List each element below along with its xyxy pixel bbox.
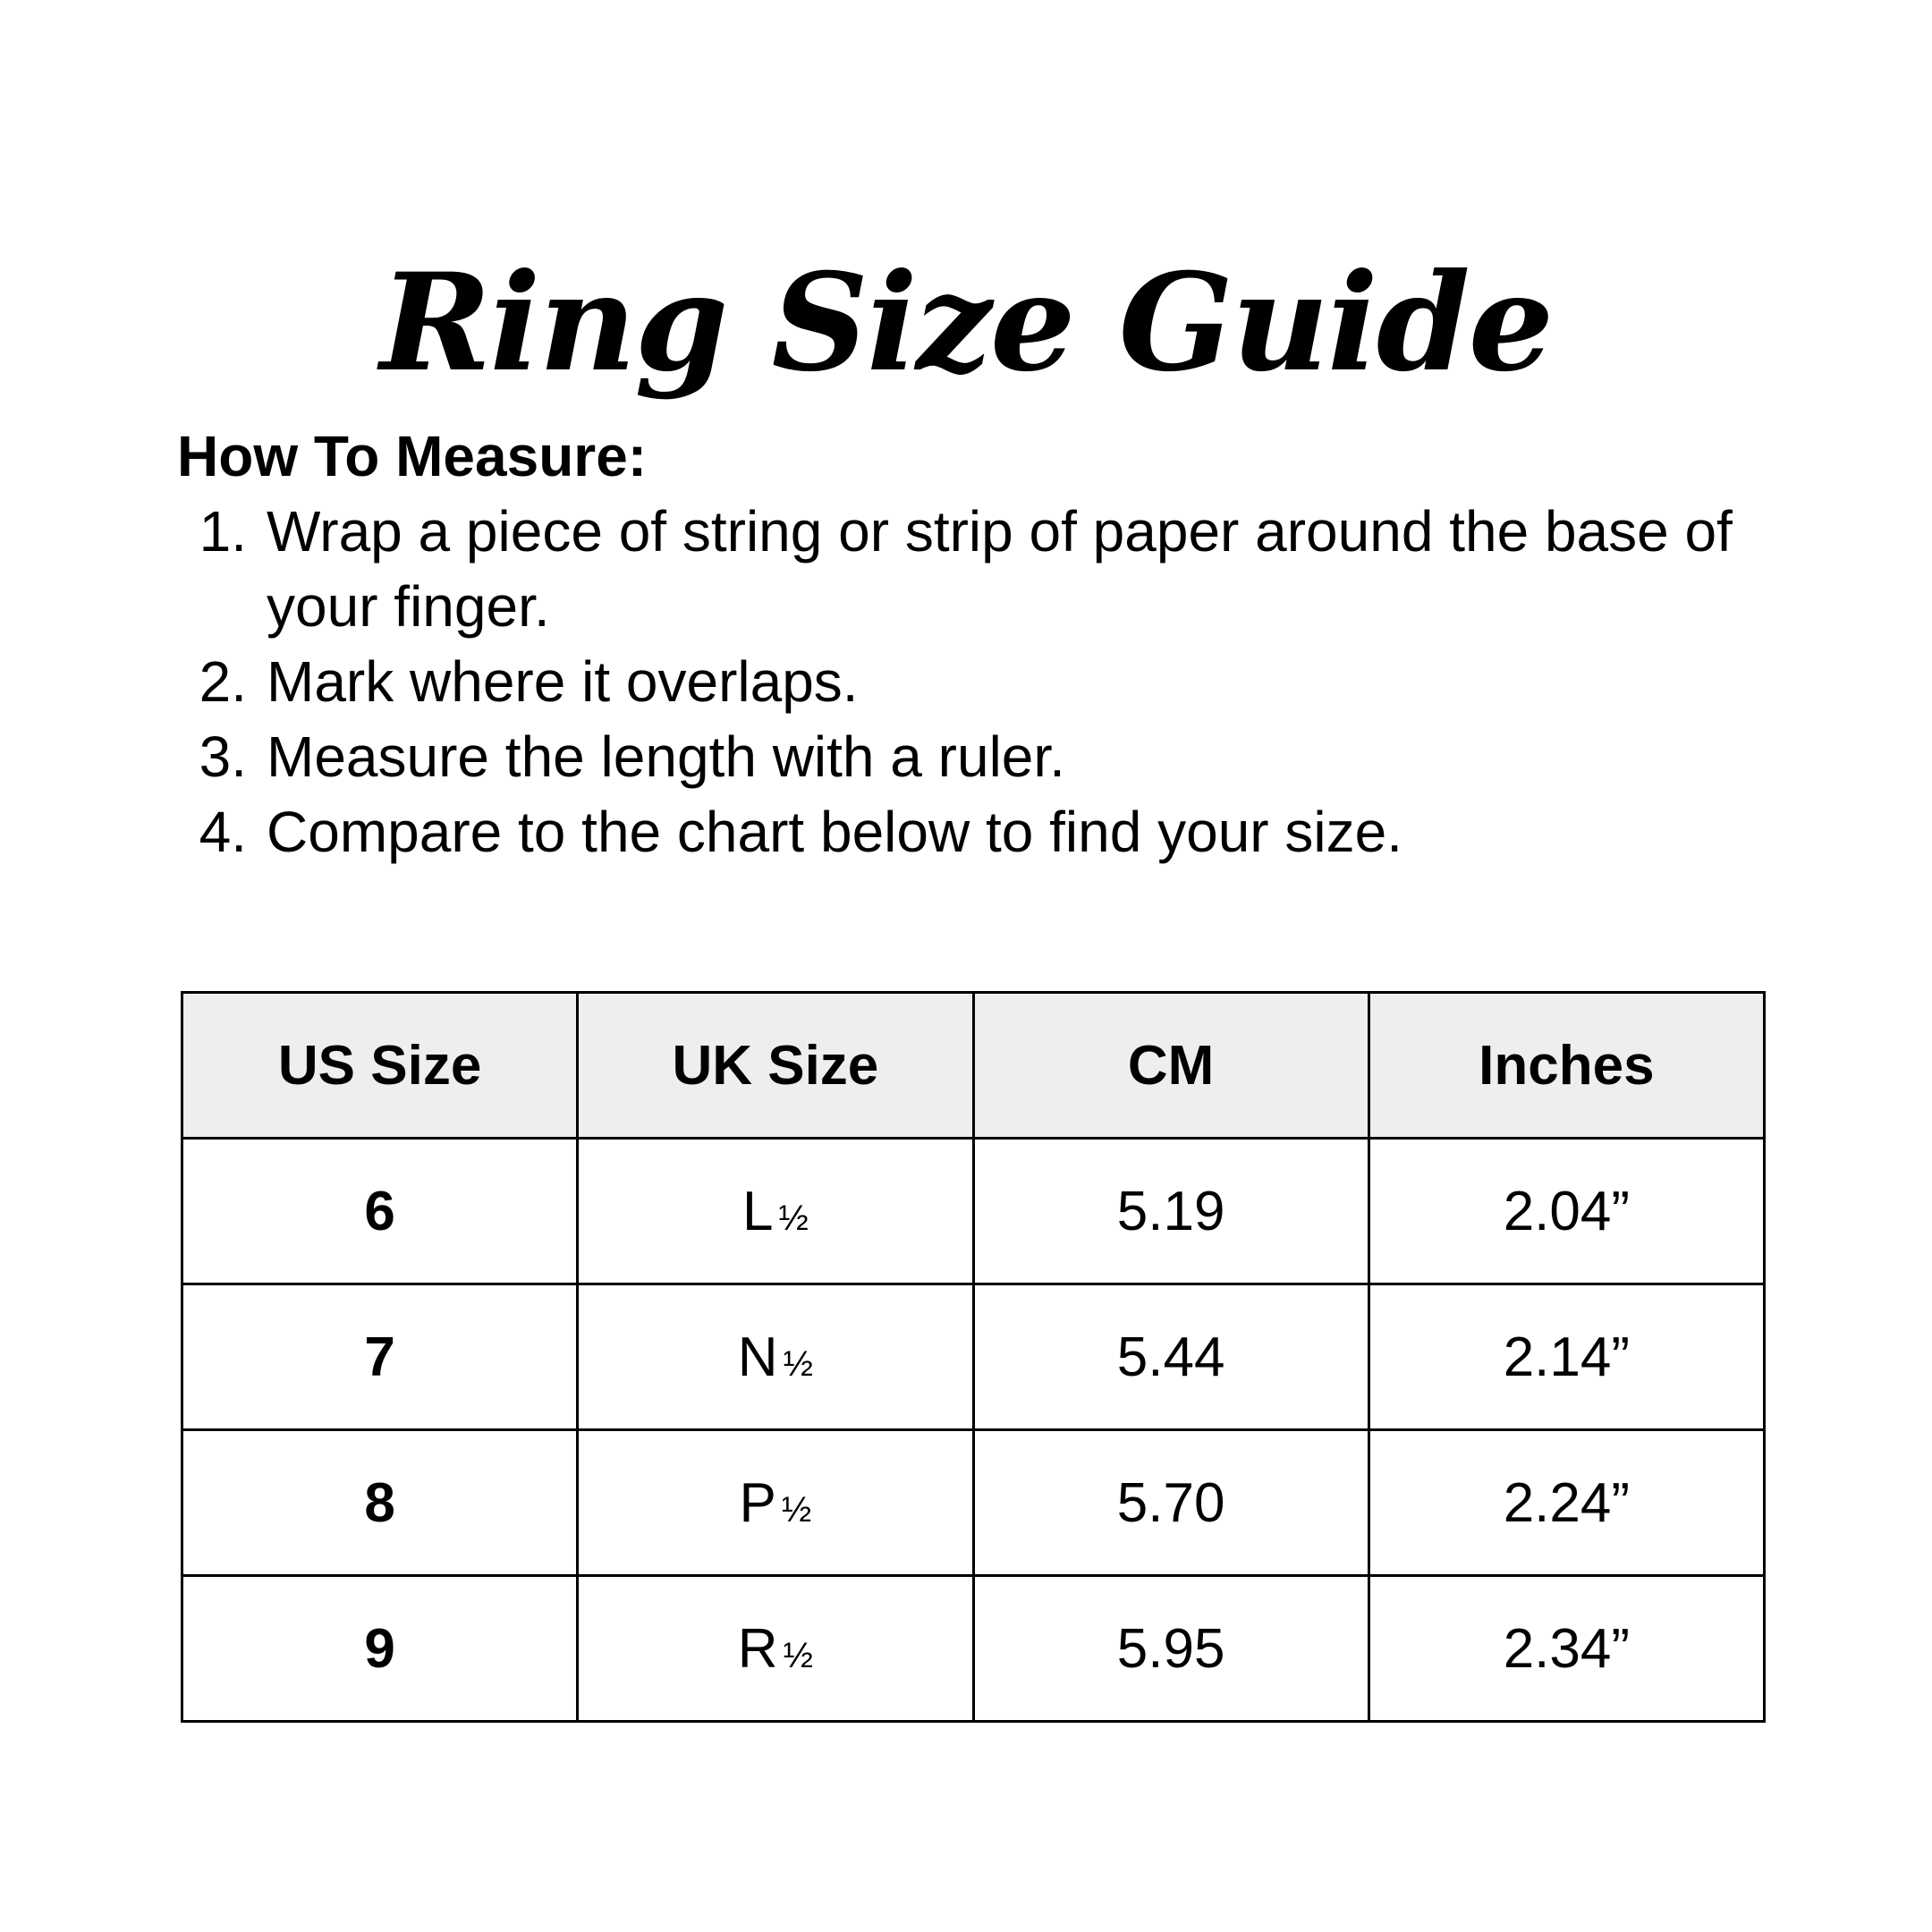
step-number: 1. bbox=[199, 499, 247, 564]
instruction-step-4 bbox=[177, 794, 1751, 869]
uk-size-letter: R bbox=[737, 1617, 778, 1680]
header-inches: Inches bbox=[1368, 993, 1764, 1139]
us-size-cell: 6 bbox=[182, 1139, 578, 1284]
uk-size-letter: N bbox=[737, 1326, 778, 1388]
uk-size-fraction: ½ bbox=[778, 1198, 809, 1238]
instructions-heading: How To Measure: bbox=[177, 424, 648, 488]
uk-size-fraction: ½ bbox=[783, 1343, 813, 1384]
uk-size-fraction: ½ bbox=[781, 1489, 812, 1530]
table-row bbox=[182, 1139, 1765, 1284]
cm-cell: 5.95 bbox=[973, 1576, 1368, 1722]
inches-cell: 2.34” bbox=[1368, 1576, 1764, 1722]
header-us-size: US Size bbox=[182, 993, 578, 1139]
step-text: Measure the length with a ruler. bbox=[267, 724, 1065, 789]
header-uk-size: UK Size bbox=[578, 993, 973, 1139]
us-size-cell: 9 bbox=[182, 1576, 578, 1722]
step-text: Wrap a piece of string or strip of paper around the base of your finger. bbox=[267, 499, 1733, 639]
ring-size-table bbox=[181, 991, 1766, 1723]
table-header-row bbox=[182, 993, 1765, 1139]
table-row bbox=[182, 1284, 1765, 1430]
table-row bbox=[182, 1576, 1765, 1722]
step-number: 2. bbox=[199, 649, 247, 714]
step-number: 3. bbox=[199, 724, 247, 789]
uk-size-letter: L bbox=[741, 1180, 774, 1242]
uk-size-cell bbox=[578, 1576, 973, 1722]
table-row bbox=[182, 1430, 1765, 1576]
us-size-cell: 8 bbox=[182, 1430, 578, 1576]
uk-size-cell bbox=[578, 1284, 973, 1430]
cm-cell: 5.70 bbox=[973, 1430, 1368, 1576]
us-size-cell: 7 bbox=[182, 1284, 578, 1430]
instruction-steps bbox=[177, 494, 1751, 869]
step-number: 4. bbox=[199, 800, 247, 864]
inches-cell: 2.24” bbox=[1368, 1430, 1764, 1576]
uk-size-letter: P bbox=[739, 1471, 776, 1534]
cm-cell: 5.44 bbox=[973, 1284, 1368, 1430]
instruction-step-1 bbox=[177, 494, 1751, 644]
cm-cell: 5.19 bbox=[973, 1139, 1368, 1284]
step-text: Mark where it overlaps. bbox=[267, 649, 859, 714]
header-cm: CM bbox=[973, 993, 1368, 1139]
instruction-step-2 bbox=[177, 644, 1751, 719]
inches-cell: 2.04” bbox=[1368, 1139, 1764, 1284]
measure-instructions bbox=[177, 419, 1751, 869]
uk-size-cell bbox=[578, 1430, 973, 1576]
uk-size-cell bbox=[578, 1139, 973, 1284]
instruction-step-3 bbox=[177, 719, 1751, 794]
page-title: Ring Size Guide bbox=[379, 243, 1553, 402]
inches-cell: 2.14” bbox=[1368, 1284, 1764, 1430]
uk-size-fraction: ½ bbox=[783, 1635, 813, 1675]
step-text: Compare to the chart below to find your size. bbox=[267, 800, 1402, 864]
